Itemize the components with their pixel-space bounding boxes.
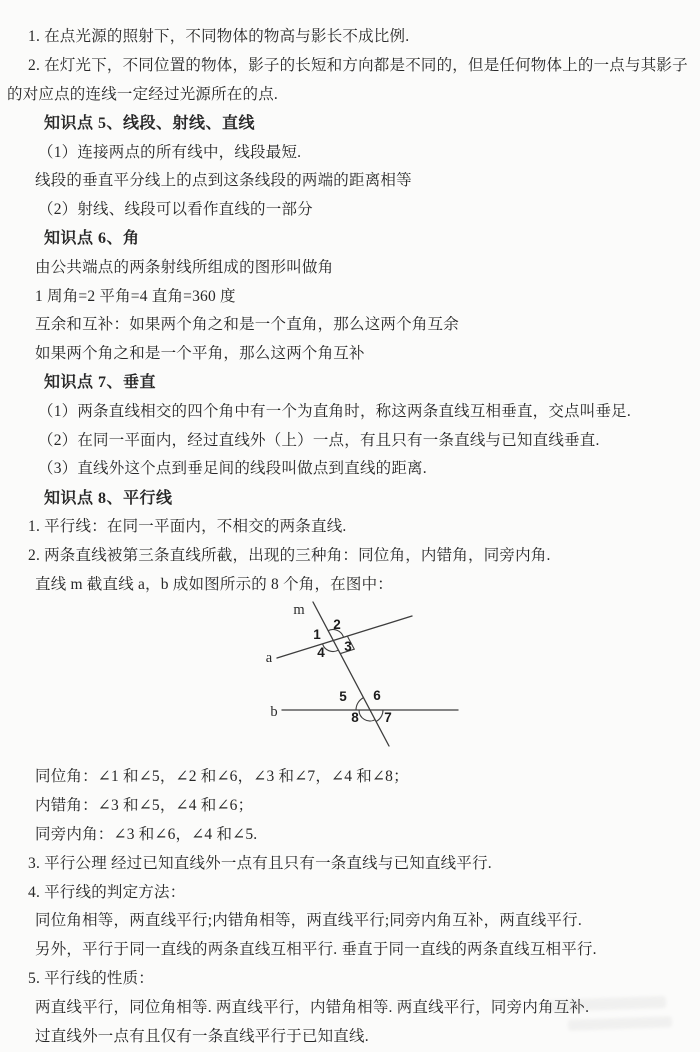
lines-top — [0, 21, 700, 597]
text-line: 1 周角=2 平角=4 直角=360 度 — [35, 287, 236, 305]
text-line: 1. 在点光源的照射下，不同物体的物高与影长不成比例. — [28, 28, 410, 46]
text-line: （3）直线外这个点到垂足间的线段叫做点到直线的距离. — [38, 460, 427, 478]
text-line: 另外，平行于同一直线的两条直线互相平行. 垂直于同一直线的两条直线互相平行. — [35, 941, 597, 959]
angle-label-6: 6 — [373, 687, 381, 703]
angle-label-5: 5 — [339, 688, 347, 704]
text-line: （2）射线、线段可以看作直线的一部分 — [38, 201, 313, 219]
angle-5-arc — [356, 698, 364, 710]
angle-label-1: 1 — [313, 626, 321, 642]
section-heading: 知识点 7、垂直 — [44, 374, 157, 392]
angle-label-8: 8 — [351, 709, 359, 725]
text-line: 同旁内角：∠3 和∠6，∠4 和∠5. — [35, 825, 258, 843]
section-heading: 知识点 8、平行线 — [44, 489, 173, 507]
text-line: 互余和互补：如果两个角之和是一个直角，那么这两个角互余 — [35, 316, 459, 334]
angle-label-3: 3 — [344, 638, 352, 654]
transversal-figure-svg — [0, 597, 700, 761]
label-m: m — [293, 601, 305, 618]
section-heading: 知识点 5、线段、射线、直线 — [44, 115, 256, 133]
label-a: a — [265, 649, 273, 666]
angle-label-2: 2 — [333, 616, 341, 632]
section-heading: 知识点 6、角 — [44, 230, 140, 248]
text-line: 2. 两条直线被第三条直线所截，出现的三种角：同位角，内错角，同旁内角. — [28, 546, 551, 564]
lines-bottom — [0, 761, 700, 1049]
text-line: 1. 平行线：在同一平面内，不相交的两条直线. — [28, 517, 347, 535]
text-line: 内错角：∠3 和∠5，∠4 和∠6； — [35, 797, 254, 815]
text-line: 5. 平行线的性质： — [28, 969, 155, 987]
text-line: 4. 平行线的判定方法： — [28, 883, 186, 901]
text-line: 同位角：∠1 和∠5，∠2 和∠6，∠3 和∠7，∠4 和∠8； — [35, 768, 409, 786]
text-line: 由公共端点的两条射线所组成的图形叫做角 — [35, 258, 334, 276]
text-line: （1）连接两点的所有线中，线段最短. — [38, 143, 302, 161]
text-line: 线段的垂直平分线上的点到这条线段的两端的距离相等 — [35, 172, 412, 190]
text-line: （2）在同一平面内，经过直线外（上）一点，有且只有一条直线与已知直线垂直. — [38, 431, 600, 449]
text-line: 同位角相等，两直线平行;内错角相等，两直线平行;同旁内角互补，两直线平行. — [35, 912, 582, 930]
text-line: 如果两个角之和是一个平角，那么这两个角互补 — [35, 345, 365, 363]
text-line: （1）两条直线相交的四个角中有一个为直角时，称这两条直线互相垂直，交点叫垂足. — [38, 402, 631, 420]
text-line: 两直线平行，同位角相等. 两直线平行，内错角相等. 两直线平行，同旁内角互补. — [35, 998, 590, 1016]
angle-7-arc — [376, 710, 383, 722]
text-line: 过直线外一点有且仅有一条直线平行于已知直线. — [35, 1027, 369, 1045]
text-line: 的对应点的连线一定经过光源所在的点. — [7, 85, 278, 103]
label-b: b — [270, 703, 278, 720]
text-line: 2. 在灯光下，不同位置的物体，影子的长短和方向都是不同的，但是任何物体上的一点与其影子 — [28, 57, 688, 75]
transversal-figure — [0, 597, 700, 761]
angle-label-4: 4 — [317, 644, 325, 660]
text-line: 3. 平行公理 经过已知直线外一点有且只有一条直线与已知直线平行. — [28, 854, 492, 872]
angle-label-7: 7 — [384, 709, 392, 725]
text-line: 直线 m 截直线 a，b 成如图所示的 8 个角，在图中： — [35, 575, 393, 593]
